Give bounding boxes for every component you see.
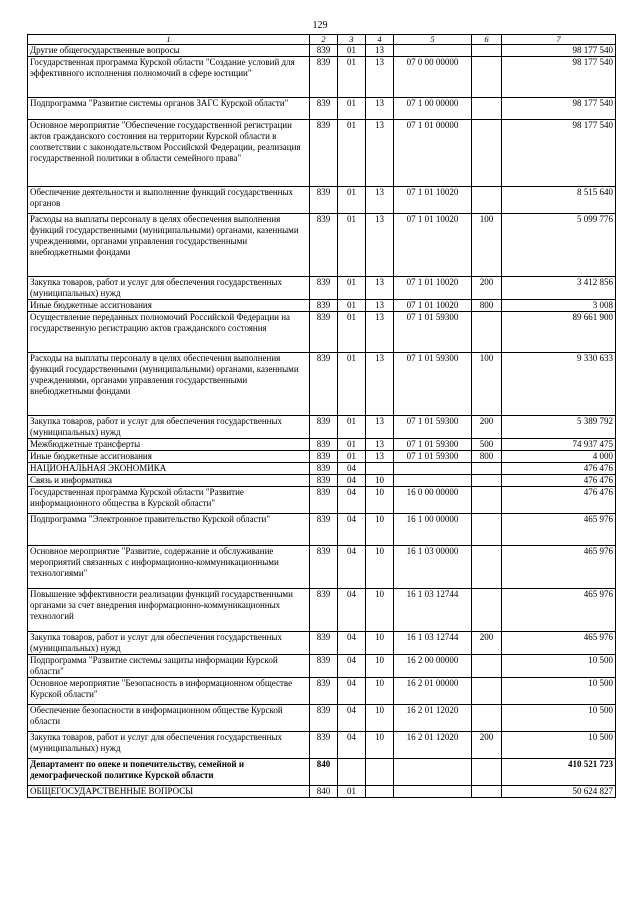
cell-expense-type (472, 98, 502, 120)
cell-code: 839 (310, 678, 338, 705)
cell-expense-type (472, 475, 502, 487)
table-row (28, 277, 616, 300)
cell-sum: 98 177 540 (502, 120, 616, 187)
cell-code: 839 (310, 463, 338, 475)
column-header: 6 (472, 35, 502, 45)
cell-subsection: 10 (366, 632, 394, 655)
table-row (28, 312, 616, 353)
cell-name: Закупка товаров, работ и услуг для обеспечения государственных (муниципальных) нужд (28, 416, 310, 439)
cell-name: Другие общегосударственные вопросы (28, 45, 310, 57)
cell-subsection: 10 (366, 705, 394, 732)
cell-code: 839 (310, 300, 338, 312)
cell-name: Расходы на выплаты персоналу в целях обеспечения выполнения функций государственными (муниципальными) органами, казенными учреждениями, органами управления государственными внебюджетными фондами (28, 214, 310, 277)
cell-subsection: 13 (366, 439, 394, 451)
table-row (28, 439, 616, 451)
cell-section: 01 (338, 120, 366, 187)
cell-target-article (394, 45, 472, 57)
cell-name: Осуществление переданных полномочий Российской Федерации на государственную регистрацию актов гражданского состояния (28, 312, 310, 353)
cell-name: Департамент по опеке и попечительству, семейной и демографической политике Курской области (28, 759, 310, 786)
cell-sum: 10 500 (502, 655, 616, 678)
cell-code: 839 (310, 45, 338, 57)
cell-section (338, 759, 366, 786)
cell-section: 01 (338, 187, 366, 214)
table-row (28, 451, 616, 463)
cell-code: 839 (310, 514, 338, 546)
cell-subsection: 13 (366, 300, 394, 312)
cell-section: 01 (338, 214, 366, 277)
cell-expense-type (472, 120, 502, 187)
cell-sum: 10 500 (502, 705, 616, 732)
table-header-row (28, 35, 616, 45)
table-row (28, 487, 616, 514)
cell-section: 04 (338, 655, 366, 678)
cell-name: Подпрограмма "Развитие системы защиты информации Курской области" (28, 655, 310, 678)
cell-sum: 74 937 475 (502, 439, 616, 451)
cell-target-article: 07 1 01 59300 (394, 451, 472, 463)
cell-subsection: 10 (366, 678, 394, 705)
cell-code: 839 (310, 487, 338, 514)
cell-code: 839 (310, 277, 338, 300)
cell-subsection: 13 (366, 187, 394, 214)
cell-target-article: 07 1 01 59300 (394, 353, 472, 416)
cell-name: Иные бюджетные ассигнования (28, 300, 310, 312)
cell-expense-type (472, 487, 502, 514)
cell-name: Иные бюджетные ассигнования (28, 451, 310, 463)
cell-section: 04 (338, 487, 366, 514)
table-row (28, 589, 616, 632)
cell-expense-type (472, 678, 502, 705)
column-header: 5 (394, 35, 472, 45)
cell-name: Основное мероприятие "Развитие, содержание и обслуживание мероприятий связанных с информационно-коммуникационными технологиями" (28, 546, 310, 589)
cell-name: Связь и информатика (28, 475, 310, 487)
cell-expense-type: 200 (472, 732, 502, 759)
cell-name: ОБЩЕГОСУДАРСТВЕННЫЕ ВОПРОСЫ (28, 786, 310, 798)
cell-code: 839 (310, 732, 338, 759)
table-row (28, 678, 616, 705)
cell-target-article (394, 475, 472, 487)
cell-code: 839 (310, 312, 338, 353)
cell-target-article (394, 463, 472, 475)
cell-expense-type: 500 (472, 439, 502, 451)
cell-sum: 5 099 776 (502, 214, 616, 277)
cell-code: 840 (310, 759, 338, 786)
cell-sum: 465 976 (502, 589, 616, 632)
cell-section: 01 (338, 300, 366, 312)
cell-expense-type (472, 759, 502, 786)
cell-target-article: 07 1 01 00000 (394, 120, 472, 187)
cell-subsection: 13 (366, 120, 394, 187)
cell-name: НАЦИОНАЛЬНАЯ ЭКОНОМИКА (28, 463, 310, 475)
cell-section: 01 (338, 277, 366, 300)
cell-expense-type: 800 (472, 451, 502, 463)
cell-sum: 465 976 (502, 632, 616, 655)
cell-sum: 3 412 856 (502, 277, 616, 300)
cell-expense-type: 100 (472, 353, 502, 416)
cell-code: 839 (310, 98, 338, 120)
cell-target-article: 16 2 01 12020 (394, 732, 472, 759)
cell-target-article: 16 2 00 00000 (394, 655, 472, 678)
cell-target-article (394, 786, 472, 798)
cell-subsection: 13 (366, 353, 394, 416)
cell-code: 839 (310, 546, 338, 589)
cell-name: Закупка товаров, работ и услуг для обеспечения государственных (муниципальных) нужд (28, 632, 310, 655)
cell-code: 839 (310, 475, 338, 487)
cell-subsection: 10 (366, 487, 394, 514)
cell-target-article: 16 0 00 00000 (394, 487, 472, 514)
cell-sum: 98 177 540 (502, 98, 616, 120)
cell-expense-type (472, 514, 502, 546)
cell-subsection: 13 (366, 451, 394, 463)
table-row (28, 655, 616, 678)
table-row (28, 57, 616, 98)
cell-subsection: 13 (366, 277, 394, 300)
cell-name: Подпрограмма "Электронное правительство Курской области" (28, 514, 310, 546)
table-row (28, 546, 616, 589)
column-header: 3 (338, 35, 366, 45)
cell-section: 04 (338, 475, 366, 487)
cell-sum: 9 330 633 (502, 353, 616, 416)
cell-name: Обеспечение деятельности и выполнение функций государственных органов (28, 187, 310, 214)
cell-section: 04 (338, 705, 366, 732)
cell-subsection: 13 (366, 57, 394, 98)
cell-code: 839 (310, 214, 338, 277)
cell-section: 01 (338, 45, 366, 57)
cell-expense-type: 800 (472, 300, 502, 312)
cell-sum: 8 515 640 (502, 187, 616, 214)
cell-code: 839 (310, 705, 338, 732)
cell-code: 839 (310, 589, 338, 632)
cell-target-article: 07 1 01 59300 (394, 439, 472, 451)
cell-sum: 98 177 540 (502, 57, 616, 98)
cell-name: Подпрограмма "Развитие системы органов ЗАГС Курской области" (28, 98, 310, 120)
cell-subsection (366, 786, 394, 798)
cell-sum: 4 000 (502, 451, 616, 463)
cell-expense-type (472, 655, 502, 678)
cell-code: 839 (310, 120, 338, 187)
cell-name: Расходы на выплаты персоналу в целях обеспечения выполнения функций государственными (муниципальными) органами, казенными учреждениями, органами управления государственными внебюджетными фондами (28, 353, 310, 416)
table-row (28, 214, 616, 277)
cell-subsection: 13 (366, 416, 394, 439)
cell-section: 04 (338, 514, 366, 546)
cell-target-article: 07 1 01 59300 (394, 312, 472, 353)
table-row (28, 120, 616, 187)
cell-subsection: 10 (366, 546, 394, 589)
cell-sum: 10 500 (502, 732, 616, 759)
cell-sum: 10 500 (502, 678, 616, 705)
cell-subsection: 10 (366, 732, 394, 759)
cell-code: 839 (310, 655, 338, 678)
cell-name: Обеспечение безопасности в информационном обществе Курской области (28, 705, 310, 732)
table-row (28, 732, 616, 759)
cell-section: 04 (338, 589, 366, 632)
cell-expense-type: 200 (472, 277, 502, 300)
cell-subsection: 13 (366, 312, 394, 353)
table-row (28, 705, 616, 732)
cell-expense-type (472, 705, 502, 732)
cell-target-article: 07 1 01 10020 (394, 214, 472, 277)
column-header: 4 (366, 35, 394, 45)
cell-target-article: 07 1 01 59300 (394, 416, 472, 439)
cell-code: 839 (310, 57, 338, 98)
column-header: 1 (28, 35, 310, 45)
budget-table (27, 34, 616, 798)
cell-section: 01 (338, 312, 366, 353)
cell-target-article: 07 0 00 00000 (394, 57, 472, 98)
cell-subsection (366, 759, 394, 786)
cell-name: Закупка товаров, работ и услуг для обеспечения государственных (муниципальных) нужд (28, 732, 310, 759)
table-row (28, 416, 616, 439)
cell-code: 839 (310, 187, 338, 214)
cell-section: 04 (338, 632, 366, 655)
cell-section: 01 (338, 353, 366, 416)
cell-name: Закупка товаров, работ и услуг для обеспечения государственных (муниципальных) нужд (28, 277, 310, 300)
cell-target-article: 07 1 01 10020 (394, 277, 472, 300)
cell-expense-type (472, 786, 502, 798)
cell-subsection: 13 (366, 214, 394, 277)
cell-section: 01 (338, 451, 366, 463)
cell-section: 04 (338, 678, 366, 705)
cell-code: 840 (310, 786, 338, 798)
cell-expense-type (472, 312, 502, 353)
cell-sum: 476 476 (502, 463, 616, 475)
cell-code: 839 (310, 451, 338, 463)
cell-target-article: 07 1 01 10020 (394, 300, 472, 312)
table-row (28, 759, 616, 786)
cell-name: Повышение эффективности реализации функций государственными органами за счет внедрения информационно-коммуникационных технологий (28, 589, 310, 632)
column-header: 2 (310, 35, 338, 45)
cell-target-article: 16 2 01 12020 (394, 705, 472, 732)
table-row (28, 187, 616, 214)
cell-name: Межбюджетные трансферты (28, 439, 310, 451)
cell-expense-type: 200 (472, 632, 502, 655)
cell-expense-type: 100 (472, 214, 502, 277)
cell-section: 04 (338, 546, 366, 589)
cell-name: Основное мероприятие "Обеспечение государственной регистрации актов гражданского состояния на территории Курской области в соответствии с законодательством Российской Федерации, реализация государственной политики в области семейного права" (28, 120, 310, 187)
cell-target-article: 16 1 00 00000 (394, 514, 472, 546)
cell-subsection: 10 (366, 589, 394, 632)
cell-subsection (366, 463, 394, 475)
cell-section: 01 (338, 439, 366, 451)
column-header: 7 (502, 35, 616, 45)
table-row (28, 632, 616, 655)
cell-expense-type (472, 589, 502, 632)
cell-code: 839 (310, 632, 338, 655)
cell-expense-type (472, 187, 502, 214)
cell-sum: 476 476 (502, 487, 616, 514)
table-row (28, 45, 616, 57)
cell-expense-type (472, 546, 502, 589)
cell-sum: 98 177 540 (502, 45, 616, 57)
cell-sum: 3 008 (502, 300, 616, 312)
cell-subsection: 13 (366, 98, 394, 120)
cell-name: Государственная программа Курской области "Развитие информационного общества в Курской области" (28, 487, 310, 514)
cell-subsection: 13 (366, 45, 394, 57)
cell-subsection: 10 (366, 514, 394, 546)
cell-expense-type (472, 45, 502, 57)
table-row (28, 353, 616, 416)
cell-target-article (394, 759, 472, 786)
page-number: 129 (312, 20, 328, 31)
cell-section: 04 (338, 732, 366, 759)
cell-sum: 5 389 792 (502, 416, 616, 439)
cell-sum: 476 476 (502, 475, 616, 487)
cell-name: Основное мероприятие "Безопасность в информационном обществе Курской области" (28, 678, 310, 705)
table-row (28, 98, 616, 120)
table-row (28, 300, 616, 312)
cell-section: 01 (338, 786, 366, 798)
cell-target-article: 16 1 03 12744 (394, 589, 472, 632)
cell-name: Государственная программа Курской области "Создание условий для эффективного исполнения полномочий в сфере юстиции" (28, 57, 310, 98)
cell-expense-type: 200 (472, 416, 502, 439)
cell-code: 839 (310, 416, 338, 439)
cell-sum: 410 521 723 (502, 759, 616, 786)
cell-target-article: 16 1 03 12744 (394, 632, 472, 655)
cell-sum: 50 624 827 (502, 786, 616, 798)
cell-target-article: 07 1 01 10020 (394, 187, 472, 214)
cell-section: 04 (338, 463, 366, 475)
cell-section: 01 (338, 416, 366, 439)
cell-code: 839 (310, 439, 338, 451)
table-row (28, 475, 616, 487)
cell-sum: 465 976 (502, 514, 616, 546)
cell-expense-type (472, 463, 502, 475)
table-row (28, 463, 616, 475)
table-row (28, 786, 616, 798)
cell-code: 839 (310, 353, 338, 416)
cell-sum: 89 661 900 (502, 312, 616, 353)
cell-section: 01 (338, 98, 366, 120)
cell-target-article: 07 1 00 00000 (394, 98, 472, 120)
cell-sum: 465 976 (502, 546, 616, 589)
cell-target-article: 16 1 03 00000 (394, 546, 472, 589)
cell-target-article: 16 2 01 00000 (394, 678, 472, 705)
cell-section: 01 (338, 57, 366, 98)
cell-subsection: 10 (366, 475, 394, 487)
table-row (28, 514, 616, 546)
cell-expense-type (472, 57, 502, 98)
cell-subsection: 10 (366, 655, 394, 678)
